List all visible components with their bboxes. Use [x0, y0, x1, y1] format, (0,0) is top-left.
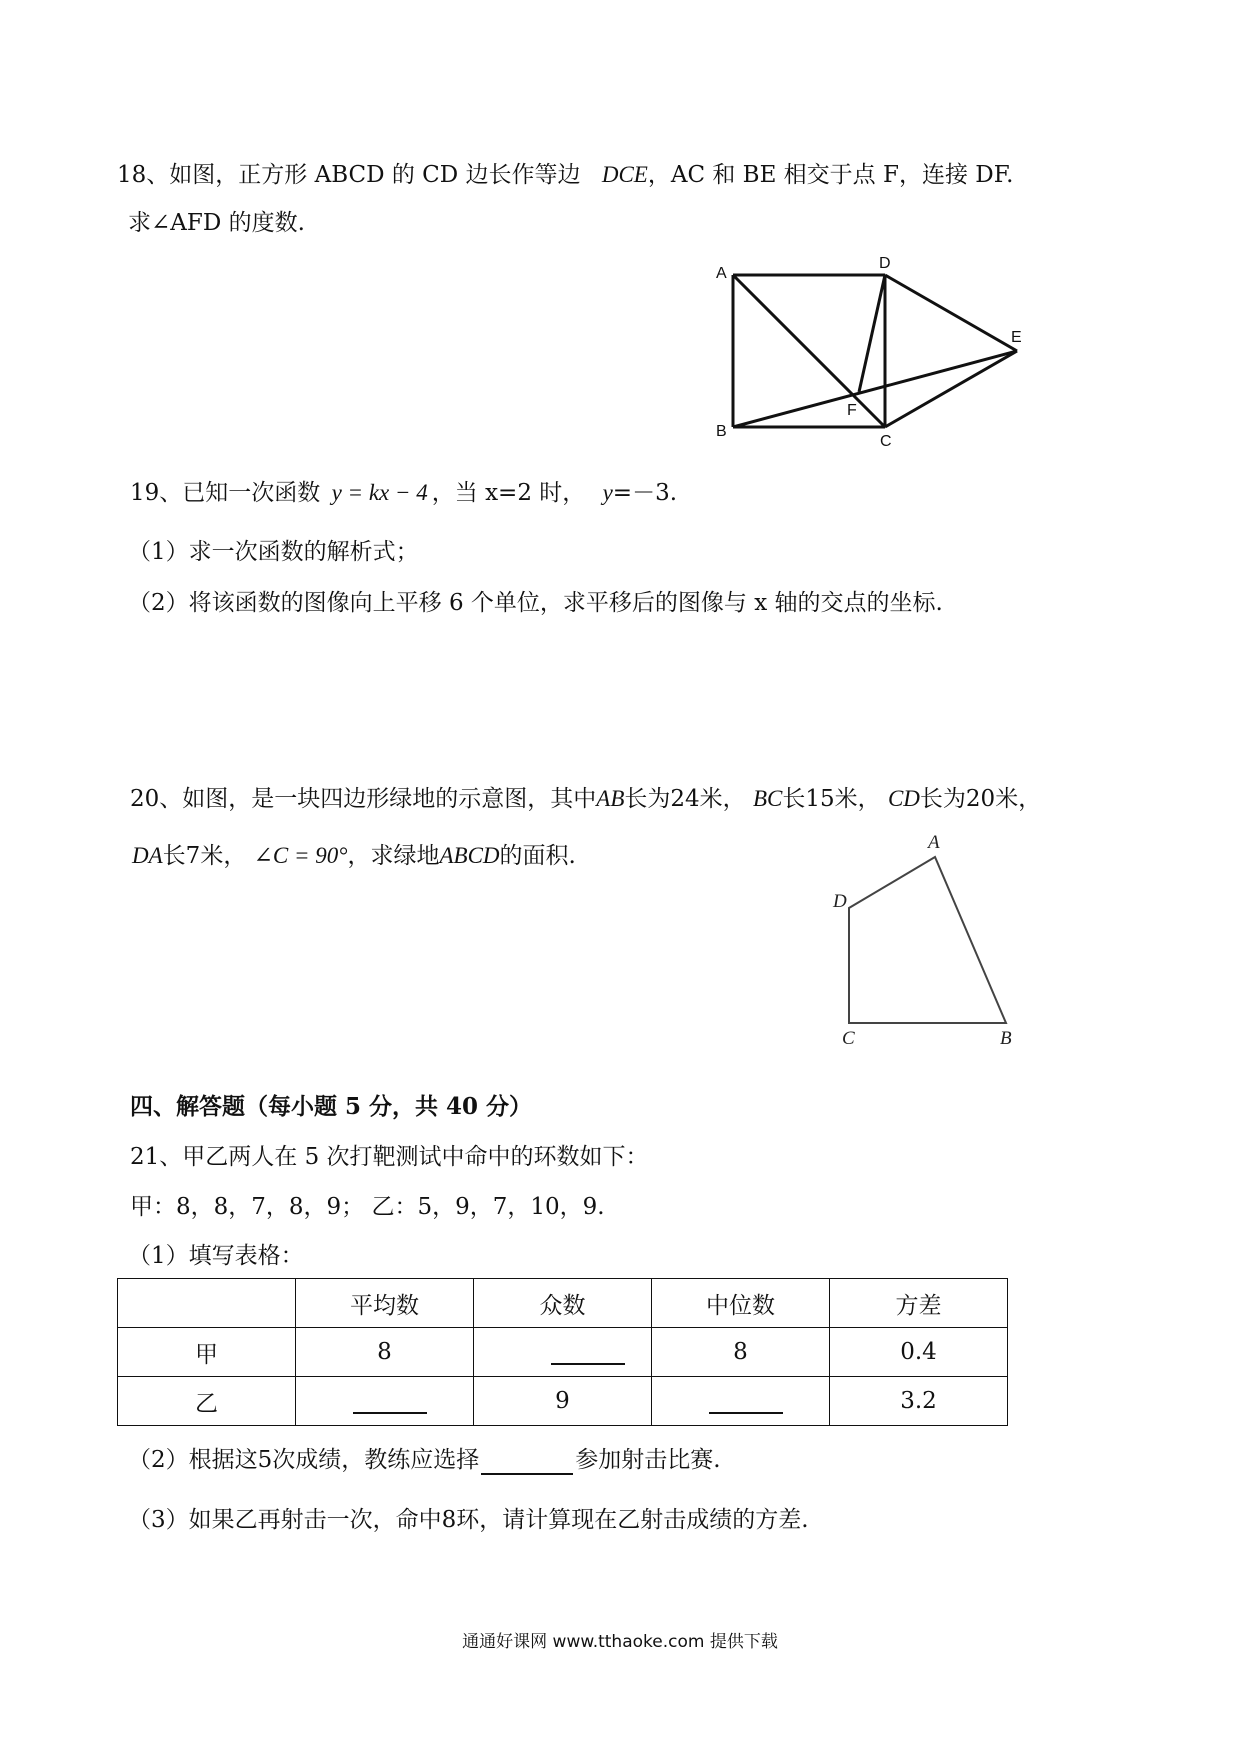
- q21-part2-blank[interactable]: [481, 1449, 573, 1475]
- q18-edge-de: [885, 275, 1017, 351]
- table-row-jia: [118, 1328, 1008, 1377]
- q18-label-b: B: [716, 423, 727, 440]
- yi-median-cell: [652, 1377, 830, 1426]
- q20-text-6: 长为: [919, 786, 966, 812]
- q19-part1: （1）求一次函数的解析式；: [128, 539, 419, 565]
- q20-text-l2-2: 米，: [200, 843, 247, 869]
- jia-mode-cell: [474, 1328, 652, 1377]
- yi-median-blank[interactable]: [709, 1388, 783, 1414]
- q21-part3-text-a: （3）如果乙再射击一次，命中: [128, 1507, 442, 1533]
- q20-num-24: 24: [670, 786, 700, 812]
- q19-var-y: y: [602, 480, 613, 505]
- q20-text-l2-3: ，求绿地: [347, 843, 440, 869]
- q18-var-dce: DCE: [601, 162, 648, 187]
- q20-text-7: 米，: [995, 786, 1042, 812]
- q20-label-b: B: [1000, 1028, 1012, 1049]
- q19-text-b: ，当 x=2 时，: [431, 480, 586, 506]
- q21-part2-text-a: （2）根据这: [128, 1447, 258, 1473]
- q20-label-c: C: [842, 1028, 855, 1049]
- q21-stats-table: [117, 1278, 1008, 1426]
- q21-scores: 甲：8，8，7，8，9； 乙：5，9，7，10，9.: [130, 1194, 605, 1220]
- q20-var-bc: BC: [752, 786, 783, 811]
- yi-variance: 3.2: [830, 1377, 1008, 1426]
- q20-line1: [130, 784, 1041, 814]
- q20-var-abcd: ABCD: [439, 843, 500, 868]
- q18-label-e: E: [1011, 329, 1022, 346]
- jia-variance: 0.4: [830, 1328, 1008, 1377]
- q20-text-l2-1: 长: [162, 843, 186, 869]
- q20-var-cd: CD: [887, 786, 920, 811]
- q20-angle-c: ∠C = 90°: [253, 843, 348, 868]
- q20-num-15: 15: [805, 786, 835, 812]
- q20-var-da: DA: [132, 843, 163, 868]
- q20-figure: [820, 826, 1030, 1051]
- q18-label-d: D: [879, 255, 891, 272]
- yi-name: 乙: [118, 1377, 296, 1426]
- q19-line1: [130, 478, 677, 508]
- q20-var-ab: AB: [596, 786, 625, 811]
- q21-intro: 21、甲乙两人在 5 次打靶测试中命中的环数如下：: [130, 1144, 649, 1170]
- q21-part2-text-c: 参加射击比赛.: [575, 1447, 721, 1473]
- table-header-mean: 平均数: [296, 1279, 474, 1328]
- q18-label-a: A: [716, 265, 727, 282]
- q18-edge-ac: [733, 275, 885, 427]
- q19-formula: y = kx − 4: [331, 480, 428, 505]
- q20-text-5: 米，: [834, 786, 881, 812]
- q20-text-3: 米，: [699, 786, 746, 812]
- table-header-variance: 方差: [830, 1279, 1008, 1328]
- page-footer: 通通好课网 www.tthaoke.com 提供下载: [462, 1632, 778, 1652]
- jia-name: 甲: [118, 1328, 296, 1377]
- q20-text-l2-4: 的面积.: [499, 843, 576, 869]
- yi-mode: 9: [474, 1377, 652, 1426]
- q18-edge-ce: [885, 351, 1017, 427]
- q18-edge-df: [859, 275, 885, 392]
- q20-quadrilateral: [849, 857, 1006, 1023]
- jia-mean: 8: [296, 1328, 474, 1377]
- section4-title: 四、解答题（每小题 5 分，共 40 分）: [130, 1093, 533, 1120]
- jia-mode-blank[interactable]: [551, 1339, 625, 1365]
- q21-part3-text-b: 环，请计算现在乙射击成绩的方差.: [456, 1507, 809, 1533]
- table-header-row: [118, 1279, 1008, 1328]
- q21-part2-text-b: 次成绩，教练应选择: [272, 1447, 480, 1473]
- q18-label-f: F: [847, 402, 857, 419]
- q21-part3: [128, 1505, 809, 1535]
- q19-text-c: =－3.: [612, 480, 678, 506]
- q19-text-a: 19、已知一次函数: [130, 480, 321, 506]
- table-header-empty: [118, 1279, 296, 1328]
- q21-part3-num: 8: [441, 1507, 457, 1533]
- q20-text-4: 长: [782, 786, 806, 812]
- q19-part2: （2）将该函数的图像向上平移 6 个单位，求平移后的图像与 x 轴的交点的坐标.: [128, 590, 943, 616]
- q18-text-b: ，AC 和 BE 相交于点 F，连接 DF.: [647, 162, 1014, 188]
- q18-text-a: 18、如图，正方形 ABCD 的 CD 边长作等边: [117, 162, 581, 188]
- q21-part1: （1）填写表格：: [128, 1243, 304, 1269]
- q18-label-c: C: [880, 433, 892, 450]
- q20-label-d: D: [833, 891, 847, 912]
- q20-label-a: A: [928, 832, 940, 853]
- q20-text-1: 20、如图，是一块四边形绿地的示意图，其中: [130, 786, 597, 812]
- q20-line2: [132, 841, 576, 871]
- table-header-median: 中位数: [652, 1279, 830, 1328]
- table-header-mode: 众数: [474, 1279, 652, 1328]
- q20-num-20: 20: [965, 786, 996, 812]
- q18-line1: [117, 160, 1013, 190]
- jia-median: 8: [652, 1328, 830, 1377]
- yi-mean-blank[interactable]: [353, 1388, 427, 1414]
- q18-line2: 求∠AFD 的度数.: [128, 210, 305, 236]
- yi-mean-cell: [296, 1377, 474, 1426]
- q20-num-7: 7: [185, 843, 201, 869]
- table-row-yi: [118, 1377, 1008, 1426]
- q21-part2: [128, 1445, 721, 1475]
- q20-text-2: 长为: [624, 786, 671, 812]
- q21-part2-num: 5: [257, 1447, 273, 1473]
- q18-figure: [700, 255, 1030, 455]
